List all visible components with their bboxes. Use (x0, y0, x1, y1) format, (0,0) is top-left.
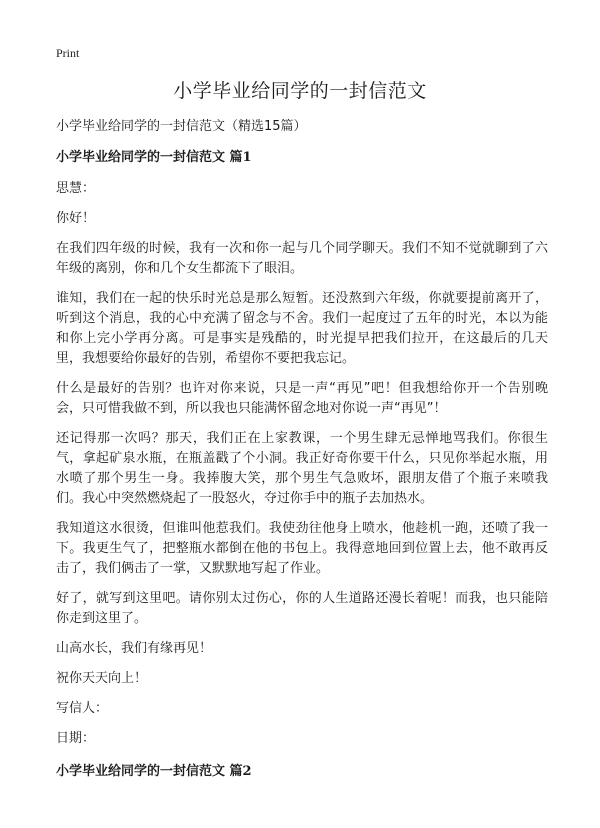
letter-wish: 祝你天天向上！ (56, 671, 148, 686)
page-title: 小学毕业给同学的一封信范文 (173, 80, 427, 102)
letter-body-1 (56, 179, 548, 749)
letter-signature-line: 写信人： (56, 701, 109, 716)
print-link[interactable]: Print (56, 46, 80, 60)
letter-paragraph: 我知道这水很烫，但谁叫他惹我们。我使劲往他身上喷水，他趁机一跑，还喷了我一下。我更生气了，把整瓶水都倒在他的书包上。我得意地回到位置上去，他不敢再反击了，我们俩击了一掌，又默默地写起了作业。 (56, 521, 548, 576)
letter-paragraph: 好了，就写到这里吧。请你别太过伤心，你的人生道路还漫长着呢！而我，也只能陪你走到这里了。 (56, 591, 548, 626)
letter-farewell: 山高水长，我们有缘再见！ (56, 641, 213, 656)
letter-paragraph: 谁知，我们在一起的快乐时光总是那么短暂。还没熬到六年级，你就要提前离开了，听到这个消息，我的心中充满了留念与不舍。我们一起度过了五年的时光，本以为能和你上完小学再分离。可是事实是残酷的，时光提早把我们拉开，在这最后的几天里，我想要给你最好的告别，希望你不要把我忘记。 (56, 291, 548, 366)
letter-paragraph: 还记得那一次吗？那天，我们正在上家教课，一个男生肆无忌惮地骂我们。你很生气，拿起矿泉水瓶，在瓶盖戳了个小洞。我正好奇你要干什么，只见你举起水瓶，用水喷了那个男生一身。我捧腹大笑，那个男生气急败坏，跟朋友借了个瓶子来喷我们。我心中突然燃烧起了一股怒火，夺过你手中的瓶子去加热水。 (56, 431, 548, 506)
document-subtitle: 小学毕业给同学的一封信范文（精选15篇） (56, 119, 307, 134)
letter-salutation: 思慧： (56, 181, 96, 196)
section-heading-2: 小学毕业给同学的一封信范文 篇2 (56, 764, 252, 779)
letter-greeting: 你好！ (56, 211, 96, 226)
section-heading-1: 小学毕业给同学的一封信范文 篇1 (56, 150, 252, 165)
letter-paragraph: 什么是最好的告别？也许对你来说，只是一声“再见”吧！但我想给你开一个告别晚会，只可惜我做不到，所以我也只能满怀留念地对你说一声“再见”！ (56, 381, 548, 416)
document-content (56, 118, 548, 793)
letter-date-line: 日期： (56, 731, 96, 746)
letter-paragraph: 在我们四年级的时候，我有一次和你一起与几个同学聊天。我们不知不觉就聊到了六年级的离别，你和几个女生都流下了眼泪。 (56, 241, 548, 276)
